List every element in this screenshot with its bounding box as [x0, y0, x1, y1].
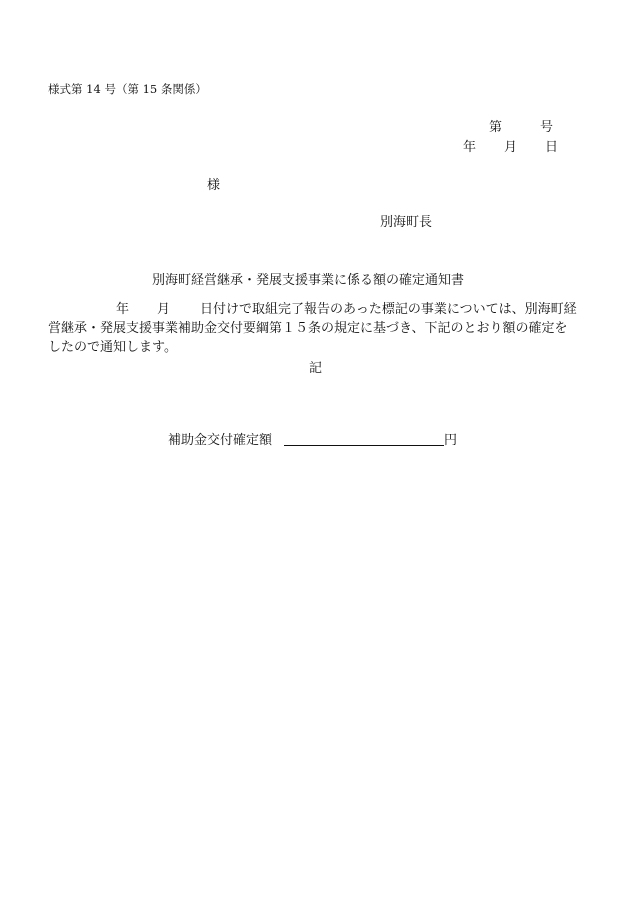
- body-line-3: したので通知します。: [48, 340, 177, 355]
- document-number-suffix: 号: [540, 120, 554, 135]
- amount-row: [168, 429, 457, 448]
- amount-label: 補助金交付確定額: [168, 433, 273, 448]
- body-line-1-text: 日付けで取組完了報告のあった標記の事業については、別海町経: [200, 302, 577, 317]
- recipient-honorific: 様: [207, 178, 221, 193]
- body-line-1: [48, 300, 588, 319]
- body-paragraph: [48, 300, 588, 357]
- document-title: 別海町経営継承・発展支援事業に係る額の確定通知書: [152, 273, 465, 288]
- ki-heading: 記: [309, 361, 323, 376]
- body-month: 月: [157, 302, 171, 317]
- amount-unit: 円: [444, 433, 458, 448]
- date-year: 年: [463, 140, 477, 155]
- date-day: 日: [545, 140, 559, 155]
- document-date: [463, 136, 558, 155]
- body-line-2: 営継承・発展支援事業補助金交付要綱第１５条の規定に基づき、下記のとおり額の確定を: [48, 321, 568, 336]
- date-month: 月: [504, 140, 518, 155]
- form-number: 様式第 14 号（第 15 条関係）: [48, 82, 207, 96]
- body-year: 年: [116, 302, 130, 317]
- document-number: [489, 116, 553, 135]
- document-number-prefix: 第: [489, 120, 503, 135]
- amount-blank-line: [284, 431, 444, 446]
- sender-name: 別海町長: [380, 215, 433, 230]
